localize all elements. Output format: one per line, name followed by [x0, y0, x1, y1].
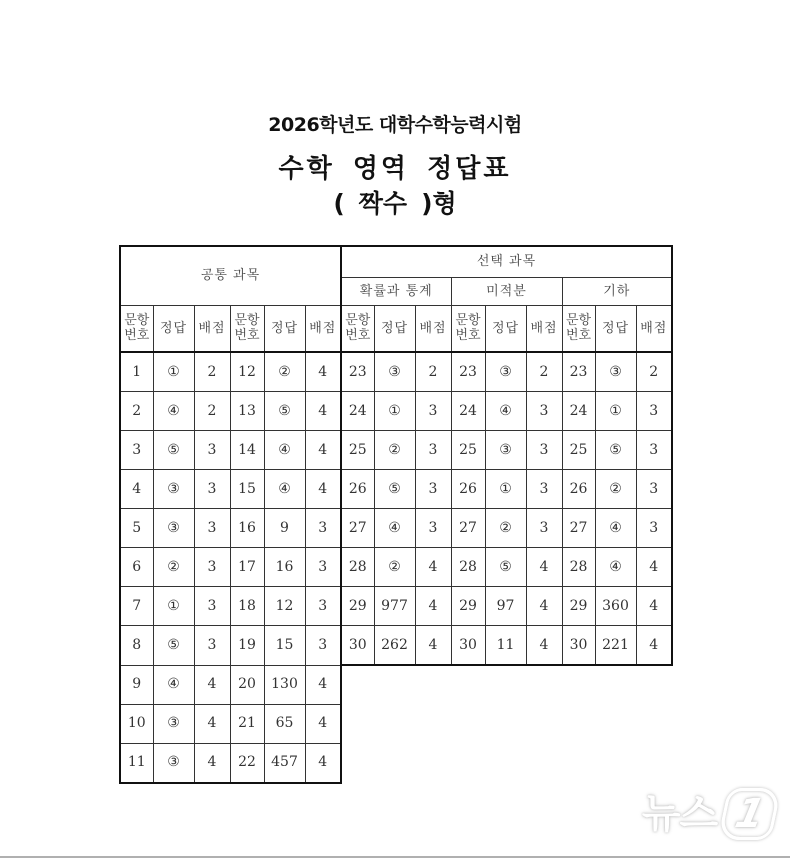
common-right-answer: 65 [264, 704, 305, 743]
calculus-question-number: 28 [451, 548, 485, 587]
common-right-question-number: 19 [230, 626, 264, 666]
col-label: 문항 [345, 313, 371, 329]
common-left-points: 3 [194, 509, 230, 548]
geometry-question-number: 26 [562, 470, 595, 509]
col-label: 배점 [530, 320, 558, 336]
probability-question-number: 26 [341, 470, 374, 509]
common-left-question-number: 9 [120, 665, 153, 704]
calculus-question-number: 30 [451, 626, 485, 666]
calculus-question-number: 29 [451, 587, 485, 626]
sheet-title: 수학 영역 정답표 [278, 154, 512, 184]
elective-geometry-header: 기하 [562, 278, 672, 306]
table-row [120, 352, 672, 392]
calculus-points: 3 [526, 392, 562, 431]
common-left-points: 4 [194, 665, 230, 704]
common-right-answer: ④ [264, 431, 305, 470]
empty-cell [562, 743, 672, 783]
table-row [120, 704, 672, 743]
common-left-question-number: 6 [120, 548, 153, 587]
col-label: 번호 [345, 327, 371, 343]
calculus-points: 4 [526, 626, 562, 666]
common-left-number-col-header [120, 306, 153, 353]
common-right-question-number: 22 [230, 743, 264, 783]
geometry-points-col-header [636, 306, 672, 353]
common-right-points: 4 [305, 352, 341, 392]
elective-probability-header: 확률과 통계 [341, 278, 451, 306]
common-right-question-number: 20 [230, 665, 264, 704]
empty-cell [341, 665, 451, 704]
col-label: 번호 [455, 327, 481, 343]
geometry-answer: 221 [595, 626, 636, 666]
common-right-question-number: 13 [230, 392, 264, 431]
common-left-question-number: 11 [120, 743, 153, 783]
watermark-number: 1 [718, 788, 782, 840]
common-right-answer: 12 [264, 587, 305, 626]
geometry-answer: ② [595, 470, 636, 509]
common-right-answer: ⑤ [264, 392, 305, 431]
common-right-question-number: 12 [230, 352, 264, 392]
common-left-answer: ① [153, 352, 194, 392]
common-right-points: 4 [305, 470, 341, 509]
table-row [120, 665, 672, 704]
common-left-question-number: 1 [120, 352, 153, 392]
geometry-question-number: 25 [562, 431, 595, 470]
calculus-points: 3 [526, 431, 562, 470]
common-left-points: 3 [194, 548, 230, 587]
probability-question-number: 28 [341, 548, 374, 587]
common-right-number-col-header [230, 306, 264, 353]
geometry-question-number: 27 [562, 509, 595, 548]
common-left-answer: ③ [153, 509, 194, 548]
empty-cell [562, 665, 672, 704]
common-left-question-number: 5 [120, 509, 153, 548]
probability-points: 3 [415, 431, 451, 470]
common-right-question-number: 14 [230, 431, 264, 470]
geometry-answer-col-header [595, 306, 636, 353]
probability-answer: ① [374, 392, 415, 431]
common-left-points: 3 [194, 587, 230, 626]
col-label: 정답 [491, 320, 520, 336]
probability-number-col-header [341, 306, 374, 353]
calculus-answer-col-header [485, 306, 526, 353]
common-right-answer: ④ [264, 470, 305, 509]
common-left-question-number: 10 [120, 704, 153, 743]
table-row [120, 587, 672, 626]
table-row [120, 470, 672, 509]
col-label: 배점 [419, 320, 447, 336]
common-left-points: 2 [194, 352, 230, 392]
geometry-question-number: 24 [562, 392, 595, 431]
geometry-points: 3 [636, 431, 672, 470]
common-left-answer: ④ [153, 665, 194, 704]
common-right-points: 4 [305, 431, 341, 470]
probability-question-number: 24 [341, 392, 374, 431]
common-right-points: 3 [305, 626, 341, 666]
geometry-points: 3 [636, 392, 672, 431]
exam-type [0, 184, 790, 220]
common-left-question-number: 2 [120, 392, 153, 431]
common-right-question-number: 17 [230, 548, 264, 587]
common-left-answer: ② [153, 548, 194, 587]
empty-cell [562, 704, 672, 743]
probability-answer: 262 [374, 626, 415, 666]
geometry-answer: ③ [595, 352, 636, 392]
col-label: 문항 [565, 313, 592, 329]
common-left-answer: ③ [153, 743, 194, 783]
news1-watermark-logo [642, 782, 776, 840]
geometry-question-number: 30 [562, 626, 595, 666]
calculus-question-number: 26 [451, 470, 485, 509]
geometry-points: 2 [636, 352, 672, 392]
col-label: 번호 [565, 327, 592, 343]
common-left-points: 3 [194, 470, 230, 509]
col-label: 정답 [270, 320, 299, 336]
common-left-points: 3 [194, 626, 230, 666]
common-right-points: 3 [305, 509, 341, 548]
common-left-answer: ⑤ [153, 431, 194, 470]
col-label: 정답 [601, 320, 630, 336]
common-right-question-number: 16 [230, 509, 264, 548]
empty-cell [451, 704, 562, 743]
col-label: 정답 [380, 320, 409, 336]
probability-question-number: 25 [341, 431, 374, 470]
probability-points-col-header [415, 306, 451, 353]
geometry-points: 3 [636, 509, 672, 548]
calculus-points-col-header [526, 306, 562, 353]
geometry-answer: ④ [595, 509, 636, 548]
probability-answer: ② [374, 431, 415, 470]
common-right-points: 4 [305, 743, 341, 783]
common-left-points-col-header [194, 306, 230, 353]
calculus-answer: ② [485, 509, 526, 548]
geometry-points: 4 [636, 626, 672, 666]
calculus-number-col-header [451, 306, 485, 353]
answer-key-table [119, 245, 673, 784]
common-right-points-col-header [305, 306, 341, 353]
common-left-points: 4 [194, 743, 230, 783]
calculus-answer: ③ [485, 352, 526, 392]
common-left-points: 2 [194, 392, 230, 431]
probability-points: 2 [415, 352, 451, 392]
calculus-points: 2 [526, 352, 562, 392]
common-right-answer: 130 [264, 665, 305, 704]
calculus-answer: 11 [485, 626, 526, 666]
probability-answer: ② [374, 548, 415, 587]
common-left-answer: ③ [153, 470, 194, 509]
geometry-question-number: 28 [562, 548, 595, 587]
common-left-answer: ⑤ [153, 626, 194, 666]
common-left-answer-col-header [153, 306, 194, 353]
common-right-points: 4 [305, 704, 341, 743]
probability-answer: ⑤ [374, 470, 415, 509]
calculus-points: 4 [526, 587, 562, 626]
common-left-question-number: 4 [120, 470, 153, 509]
common-right-answer: 457 [264, 743, 305, 783]
common-left-question-number: 8 [120, 626, 153, 666]
common-right-question-number: 15 [230, 470, 264, 509]
common-right-answer: ② [264, 352, 305, 392]
probability-answer-col-header [374, 306, 415, 353]
calculus-answer: 97 [485, 587, 526, 626]
geometry-number-col-header [562, 306, 595, 353]
geometry-points: 3 [636, 470, 672, 509]
common-right-question-number: 21 [230, 704, 264, 743]
table-row [120, 509, 672, 548]
probability-answer: ④ [374, 509, 415, 548]
calculus-answer: ④ [485, 392, 526, 431]
common-right-answer: 16 [264, 548, 305, 587]
table-row [120, 548, 672, 587]
col-label: 정답 [159, 320, 188, 336]
probability-question-number: 30 [341, 626, 374, 666]
col-label: 번호 [234, 327, 260, 343]
common-left-answer: ③ [153, 704, 194, 743]
geometry-points: 4 [636, 587, 672, 626]
geometry-answer: ① [595, 392, 636, 431]
common-right-answer: 9 [264, 509, 305, 548]
common-subject-header: 공통 과목 [120, 246, 341, 306]
empty-cell [341, 743, 451, 783]
col-label: 번호 [124, 327, 150, 343]
calculus-question-number: 27 [451, 509, 485, 548]
probability-question-number: 29 [341, 587, 374, 626]
type-close: )형 [421, 189, 457, 218]
probability-points: 3 [415, 509, 451, 548]
probability-answer: ③ [374, 352, 415, 392]
geometry-question-number: 23 [562, 352, 595, 392]
geometry-question-number: 29 [562, 587, 595, 626]
calculus-question-number: 23 [451, 352, 485, 392]
table-row [120, 392, 672, 431]
calculus-answer: ⑤ [485, 548, 526, 587]
col-label: 배점 [198, 320, 226, 336]
probability-points: 4 [415, 626, 451, 666]
probability-points: 3 [415, 470, 451, 509]
common-left-question-number: 7 [120, 587, 153, 626]
empty-cell [451, 665, 562, 704]
table-row [120, 626, 672, 666]
calculus-points: 3 [526, 470, 562, 509]
common-left-points: 3 [194, 431, 230, 470]
table-row [120, 743, 672, 783]
common-right-points: 4 [305, 392, 341, 431]
empty-cell [341, 704, 451, 743]
common-right-points: 3 [305, 548, 341, 587]
type-name: 짝수 [358, 189, 408, 218]
probability-answer: 977 [374, 587, 415, 626]
col-label: 배점 [309, 320, 337, 336]
geometry-points: 4 [636, 548, 672, 587]
common-right-question-number: 18 [230, 587, 264, 626]
geometry-answer: ⑤ [595, 431, 636, 470]
common-left-answer: ④ [153, 392, 194, 431]
calculus-question-number: 25 [451, 431, 485, 470]
common-left-question-number: 3 [120, 431, 153, 470]
col-label: 배점 [640, 320, 668, 336]
common-left-points: 4 [194, 704, 230, 743]
col-label: 문항 [455, 313, 481, 329]
probability-points: 4 [415, 548, 451, 587]
geometry-answer: ④ [595, 548, 636, 587]
calculus-question-number: 24 [451, 392, 485, 431]
exam-title: 2026학년도 대학수학능력시험 [268, 114, 522, 136]
watermark-text: 뉴스 [641, 791, 718, 837]
probability-question-number: 23 [341, 352, 374, 392]
col-label: 문항 [124, 313, 150, 329]
empty-cell [451, 743, 562, 783]
elective-calculus-header: 미적분 [451, 278, 562, 306]
calculus-answer: ③ [485, 431, 526, 470]
type-open-paren: ( [333, 189, 345, 218]
common-right-answer: 15 [264, 626, 305, 666]
common-left-answer: ① [153, 587, 194, 626]
calculus-points: 4 [526, 548, 562, 587]
calculus-answer: ① [485, 470, 526, 509]
probability-question-number: 27 [341, 509, 374, 548]
common-right-points: 4 [305, 665, 341, 704]
calculus-points: 3 [526, 509, 562, 548]
probability-points: 4 [415, 587, 451, 626]
col-label: 문항 [234, 313, 260, 329]
common-right-answer-col-header [264, 306, 305, 353]
common-right-points: 3 [305, 587, 341, 626]
table-row [120, 431, 672, 470]
probability-points: 3 [415, 392, 451, 431]
geometry-answer: 360 [595, 587, 636, 626]
elective-subject-header: 선택 과목 [341, 246, 672, 278]
